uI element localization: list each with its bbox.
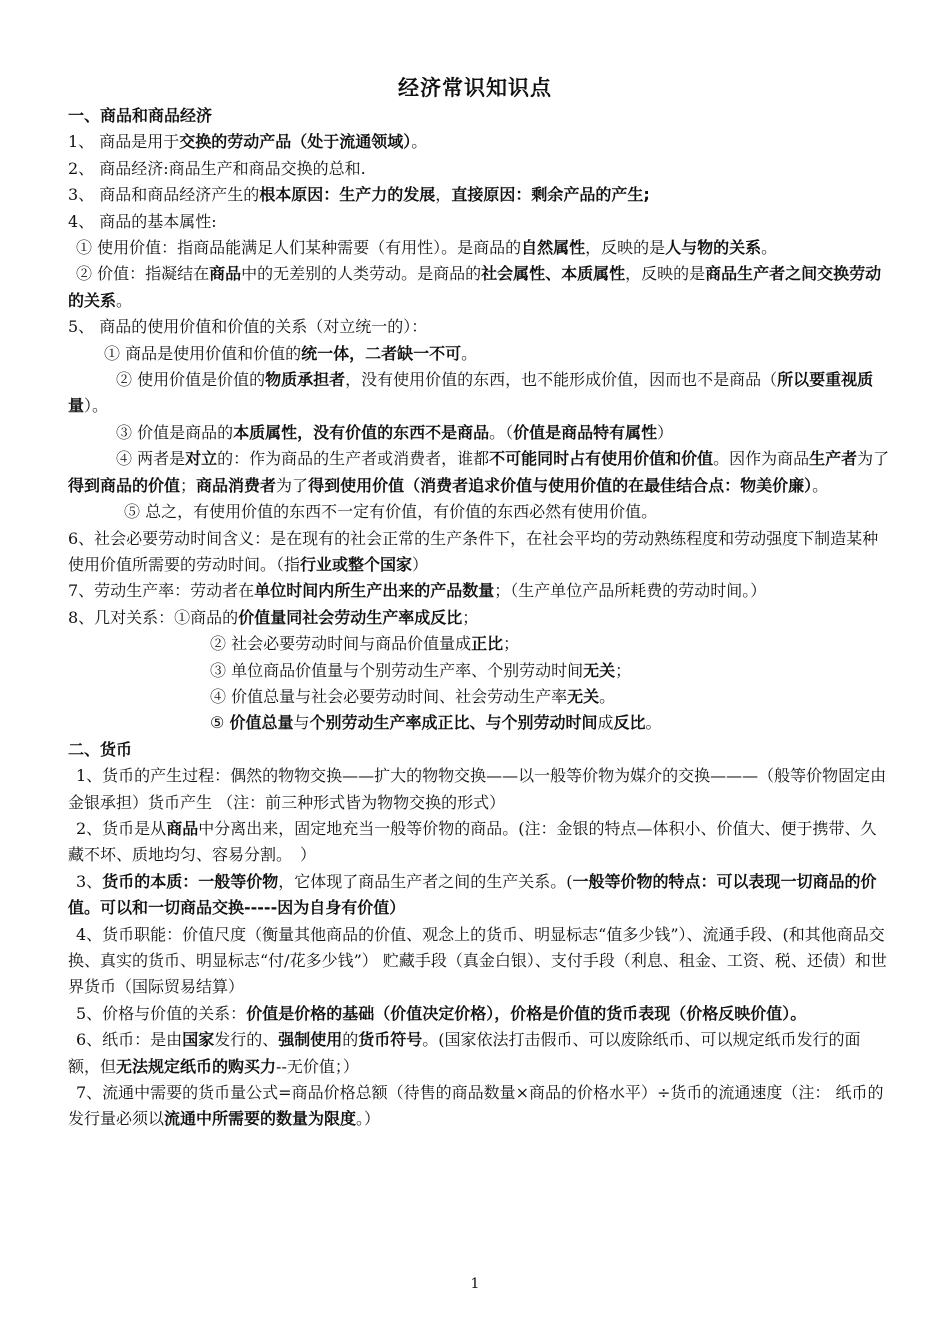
text: 中的无差别的人类劳动。是商品的 <box>241 264 482 284</box>
paragraph-8d <box>68 684 890 710</box>
bold-text: 国家 <box>182 1030 215 1050</box>
paragraph-8 <box>68 605 890 631</box>
bold-text: 无关 <box>567 686 600 706</box>
text: 。 <box>411 132 428 152</box>
bold-text: 价值量同社会劳动生产率成反比 <box>238 607 463 627</box>
bold-text: 本质属性，没有价值的东西不是商品 <box>233 422 490 442</box>
text: 3、 <box>76 871 103 891</box>
text: ）。 <box>84 396 109 416</box>
text: 。） <box>356 1109 381 1129</box>
bold-text: 所以要重视质量 <box>68 370 874 416</box>
bold-text: 得到使用价值（消费者追求价值与使用价值的在最佳结合点：物美价廉） <box>308 475 813 495</box>
text: 6、社会必要劳动时间含义：是在现有的社会正常的生产条件下，在社会平均的劳动熟练程度和劳动强度下制造某种使用价值所需要的劳动时间。（指 <box>68 528 879 574</box>
paragraph-5b <box>68 367 890 420</box>
text: ① 使用价值：指商品能满足人们某种需要（有用性）。是商品的 <box>76 238 522 258</box>
text: ， <box>435 185 452 205</box>
bold-text: 自然属性 <box>521 238 586 258</box>
paragraph-4a <box>68 235 890 261</box>
bold-text: 对立 <box>185 449 218 469</box>
text: ； <box>462 607 479 627</box>
paragraph-5c <box>68 420 890 446</box>
paragraph-8b <box>68 631 890 657</box>
paragraph-7 <box>68 578 890 604</box>
text: 。 <box>645 713 662 733</box>
paragraph-8e <box>68 710 890 736</box>
text: ，它体现了商品生产者之间的生产关系。( <box>278 871 573 891</box>
bold-text: 商品生产者之间交换劳动的关系 <box>68 264 882 310</box>
paragraph-8c <box>68 658 890 684</box>
bold-text: 不可能同时占有使用价值和价值 <box>489 449 714 469</box>
bold-text: 强制使用 <box>278 1030 343 1050</box>
paragraph-3 <box>68 182 890 208</box>
paragraph-5e: ⑤ 总之，有使用价值的东西不一定有价值，有价值的东西必然有使用价值。 <box>124 502 658 522</box>
bold-text: 商品 <box>166 818 199 838</box>
bold-text: 无关 <box>583 660 616 680</box>
bold-text: 行业或整个国家 <box>300 554 413 574</box>
text: ） <box>657 422 674 442</box>
text: ； <box>503 634 520 654</box>
text: 8、几对关系：①商品的 <box>68 607 239 627</box>
text: ② 使用价值是价值的 <box>116 370 266 390</box>
text: ；（生产单位产品所耗费的劳动时间。） <box>494 581 767 601</box>
bold-text: 正比 <box>471 634 504 654</box>
text: 的 <box>342 1030 359 1050</box>
section-heading-money: 二、货币 <box>68 739 133 759</box>
text: 6、纸币：是由 <box>76 1030 183 1050</box>
page-number: 1 <box>470 1276 480 1292</box>
text: ③ 价值是商品的 <box>116 422 234 442</box>
text: 1、 商品是用于 <box>68 132 180 152</box>
text: ） <box>412 554 429 574</box>
bold-text: 价值是商品特有属性 <box>513 422 658 442</box>
text: 。 <box>761 238 778 258</box>
text: 4、货币职能：价值尺度（衡量其他商品的价值、观念上的货币、明显标志“值多少钱”）、流通手段、(和其他商品交换、真实的货币、明显标志“付/花多少钱”） 贮藏手段（真金白银）、支付手段（利息、租金、工资、税、还债）和世界货币（国际贸易结算） <box>68 924 887 997</box>
text: ，没有使用价值的东西，也不能形成价值，因而也不是商品（ <box>345 370 778 390</box>
page-title: 经济常识知识点 <box>398 76 552 100</box>
text: ，反映的是 <box>585 238 666 258</box>
bold-text: 反比 <box>613 713 646 733</box>
text: 。 <box>461 343 478 363</box>
text: 的：作为商品的生产者或消费者，谁都 <box>217 449 490 469</box>
bold-text: 社会属性、本质属性 <box>481 264 626 284</box>
paragraph-m1 <box>68 763 890 816</box>
paragraph-4b <box>68 261 890 314</box>
paragraph-5a <box>68 341 890 367</box>
text: 中分离出来，固定地充当一般等价物的商品。(注：金银的特点—体积小、价值大、便于携带、久藏不坏、质地均匀、容易分割。 ） <box>68 818 877 865</box>
bold-text: 交换的劳动产品（处于流通领域） <box>179 132 412 152</box>
bold-text: 物质承担者 <box>265 370 346 390</box>
text: 。 <box>812 475 829 495</box>
text: 7、流通中需要的货币量公式=商品价格总额（待售的商品数量×商品的价格水平）÷货币的流通速度（注： 纸币的发行量必须以 <box>68 1083 884 1129</box>
bold-text: 个别劳动生产率成正比、与个别劳动时间 <box>309 713 598 733</box>
paragraph-5d <box>68 446 890 499</box>
paragraph-m4 <box>68 922 890 1001</box>
bold-text: 货币的本质：一般等价物 <box>102 871 279 891</box>
text: 为了 <box>857 449 890 469</box>
paragraph-1 <box>68 129 890 155</box>
bold-text: 价值总量 <box>229 713 294 733</box>
paragraph-4: 4、 商品的基本属性: <box>68 211 217 231</box>
section-heading-commodity: 一、商品和商品经济 <box>68 106 213 125</box>
bold-text: 货币符号 <box>358 1030 423 1050</box>
paragraph-m6 <box>68 1027 890 1080</box>
text: ② 社会必要劳动时间与商品价值量成 <box>210 634 472 654</box>
text: ，反映的是 <box>625 264 706 284</box>
text: ； <box>615 660 632 680</box>
text: 3、 商品和商品经济产生的 <box>68 185 260 205</box>
bold-text: 价值是价格的基础（价值决定价格），价格是价值的货币表现（价格反映价值）。 <box>246 1003 807 1023</box>
bold-text: 生产者 <box>809 449 858 469</box>
text: ① 商品是使用价值和价值的 <box>104 343 302 363</box>
text: 。 <box>116 290 133 310</box>
text: 。（ <box>489 422 514 442</box>
text: ； <box>180 475 197 495</box>
bold-text: 商品 <box>209 264 242 284</box>
text: ② 价值：指凝结在 <box>76 264 210 284</box>
text: 为了 <box>276 475 309 495</box>
text: 发行的、 <box>214 1030 279 1050</box>
text: 。 <box>599 686 616 706</box>
paragraph-m3 <box>68 869 890 922</box>
document-body <box>68 103 890 1133</box>
text: --无价值；） <box>276 1056 359 1076</box>
text: ③ 单位商品价值量与个别劳动生产率、个别劳动时间 <box>210 660 584 680</box>
text: 。(国家依法打击假币、可以废除纸币、可以规定纸币发行的面额，但 <box>68 1030 861 1076</box>
bold-text: 流通中所需要的数量为限度 <box>164 1109 357 1129</box>
bold-text: 人与物的关系 <box>665 238 762 258</box>
paragraph-2: 2、 商品经济:商品生产和商品交换的总和. <box>68 158 366 178</box>
bold-text: 一般等价物的特点：可以表现一切商品的价值。可以和一切商品交换-----因为自身有价值） <box>68 871 877 918</box>
text: ④ 两者是 <box>116 449 186 469</box>
paragraph-m5 <box>68 1001 890 1027</box>
bold-text: 根本原因：生产力的发展 <box>259 185 436 205</box>
text: 7、劳动生产率：劳动者在 <box>68 581 255 601</box>
text: ⑤ <box>210 713 230 733</box>
paragraph-m2 <box>68 816 890 869</box>
text: 成 <box>597 713 614 733</box>
text: 5、价格与价值的关系： <box>76 1003 247 1023</box>
paragraph-m7 <box>68 1080 890 1133</box>
paragraph-6 <box>68 526 890 579</box>
bold-text: 得到商品的价值 <box>68 475 181 495</box>
text: ④ 价值总量与社会必要劳动时间、社会劳动生产率 <box>210 686 568 706</box>
text: 1、货币的产生过程：偶然的物物交换——扩大的物物交换——以一般等价物为媒介的交换———（般等价物固定由金银承担）货币产生 （注：前三种形式皆为物物交换的形式） <box>68 766 887 812</box>
text: 。因作为商品 <box>713 449 810 469</box>
bold-text: 商品消费者 <box>196 475 277 495</box>
text: 与 <box>293 713 310 733</box>
bold-text: 直接原因：剩余产品的产生; <box>451 185 650 205</box>
bold-text: 统一体，二者缺一不可 <box>301 343 462 363</box>
text: 2、货币是从 <box>76 818 167 838</box>
bold-text: 单位时间内所生产出来的产品数量 <box>254 581 495 601</box>
paragraph-5: 5、 商品的使用价值和价值的关系（对立统一的）： <box>68 317 428 337</box>
bold-text: 无法规定纸币的购买力 <box>116 1056 277 1076</box>
